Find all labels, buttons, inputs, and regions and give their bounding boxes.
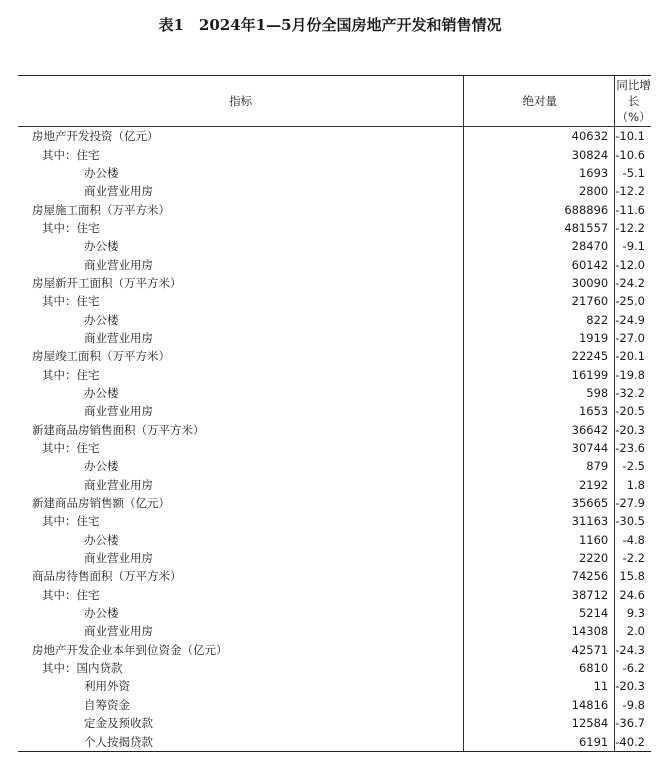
table-row	[18, 274, 651, 292]
table-body	[18, 127, 651, 752]
row-label: 办公楼	[84, 385, 119, 400]
row-absolute-value: 11	[464, 677, 615, 695]
row-label: 商业营业用房	[84, 624, 153, 639]
table-row	[18, 567, 651, 585]
table-row	[18, 732, 651, 751]
row-absolute-value: 1693	[464, 164, 615, 182]
row-label: 其中：住宅	[42, 441, 100, 456]
table-row	[18, 659, 651, 677]
row-yoy-growth: -27.9	[615, 496, 645, 511]
row-yoy-growth: -12.2	[615, 184, 645, 199]
table-row	[18, 714, 651, 732]
row-absolute-value: 1653	[464, 402, 615, 420]
table-row	[18, 347, 651, 365]
row-yoy-growth: -40.2	[615, 732, 651, 751]
row-absolute-value: 14816	[464, 696, 615, 714]
row-yoy-growth: -23.6	[615, 441, 645, 456]
row-label: 房屋竣工面积（万平方米）	[32, 349, 170, 364]
row-absolute-value: 14308	[464, 622, 615, 640]
row-yoy-growth: -6.2	[622, 661, 645, 676]
header-yoy-growth: 同比增长（%）	[615, 76, 651, 127]
row-yoy-growth: 24.6	[619, 587, 645, 602]
row-label: 办公楼	[84, 239, 119, 254]
row-label: 房屋新开工面积（万平方米）	[32, 275, 182, 290]
row-label: 办公楼	[84, 165, 119, 180]
table-row	[18, 384, 651, 402]
row-label: 利用外资	[84, 679, 130, 694]
row-absolute-value: 22245	[464, 347, 615, 365]
row-yoy-growth: -10.6	[615, 147, 645, 162]
row-yoy-growth: -25.0	[615, 294, 645, 309]
table-row	[18, 604, 651, 622]
row-label: 办公楼	[84, 606, 119, 621]
table-row	[18, 476, 651, 494]
page-title: 表1 2024年1—5月份全国房地产开发和销售情况	[158, 16, 502, 34]
row-absolute-value: 60142	[464, 255, 615, 273]
row-absolute-value: 35665	[464, 494, 615, 512]
row-yoy-growth: -20.1	[615, 349, 645, 364]
row-yoy-growth: -30.5	[615, 514, 645, 529]
table-row	[18, 164, 651, 182]
row-absolute-value: 36642	[464, 421, 615, 439]
row-yoy-growth: -20.3	[615, 679, 645, 694]
row-absolute-value: 2192	[464, 476, 615, 494]
table-row	[18, 677, 651, 695]
row-absolute-value: 31163	[464, 512, 615, 530]
row-absolute-value: 2800	[464, 182, 615, 200]
table-row	[18, 696, 651, 714]
row-label: 办公楼	[84, 459, 119, 474]
table-row	[18, 586, 651, 604]
row-yoy-growth: -32.2	[615, 385, 645, 400]
table-row	[18, 145, 651, 163]
table-row	[18, 292, 651, 310]
row-yoy-growth: -24.9	[615, 312, 645, 327]
row-label: 商业营业用房	[84, 404, 153, 419]
row-yoy-growth: -5.1	[622, 165, 645, 180]
row-label: 办公楼	[84, 532, 119, 547]
row-label: 其中：国内贷款	[42, 661, 123, 676]
table-row	[18, 255, 651, 273]
data-table	[18, 75, 651, 752]
row-absolute-value: 6191	[464, 732, 615, 751]
row-absolute-value: 822	[464, 310, 615, 328]
row-label: 其中：住宅	[42, 514, 100, 529]
row-label: 商业营业用房	[84, 257, 153, 272]
row-absolute-value: 40632	[464, 127, 615, 146]
row-label: 房屋施工面积（万平方米）	[32, 202, 170, 217]
row-absolute-value: 688896	[464, 200, 615, 218]
header-absolute-value: 绝对量	[464, 76, 615, 127]
row-label: 商业营业用房	[84, 184, 153, 199]
row-yoy-growth: 1.8	[626, 477, 645, 492]
row-yoy-growth: -11.6	[615, 202, 645, 217]
row-yoy-growth: -20.3	[615, 422, 645, 437]
row-absolute-value: 12584	[464, 714, 615, 732]
row-label: 商业营业用房	[84, 330, 153, 345]
row-label: 其中：住宅	[42, 147, 100, 162]
row-yoy-growth: -9.8	[622, 697, 645, 712]
row-label: 商品房待售面积（万平方米）	[32, 569, 182, 584]
header-indicator: 指标	[18, 76, 464, 127]
row-absolute-value: 21760	[464, 292, 615, 310]
row-label: 房地产开发企业本年到位资金（亿元）	[32, 642, 228, 657]
row-yoy-growth: -10.1	[615, 129, 645, 144]
row-yoy-growth: -36.7	[615, 716, 645, 731]
row-absolute-value: 6810	[464, 659, 615, 677]
row-label: 新建商品房销售面积（万平方米）	[32, 422, 205, 437]
row-label: 定金及预收款	[84, 716, 153, 731]
row-yoy-growth: -12.0	[615, 257, 645, 272]
row-absolute-value: 74256	[464, 567, 615, 585]
row-label: 商业营业用房	[84, 551, 153, 566]
row-label: 个人按揭贷款	[18, 732, 464, 751]
table-row	[18, 457, 651, 475]
row-absolute-value: 1919	[464, 329, 615, 347]
row-label: 商业营业用房	[84, 477, 153, 492]
row-label: 办公楼	[84, 312, 119, 327]
row-yoy-growth: -9.1	[622, 239, 645, 254]
row-yoy-growth: 15.8	[619, 569, 645, 584]
row-absolute-value: 28470	[464, 237, 615, 255]
table-header-row	[18, 76, 651, 127]
table-row	[18, 329, 651, 347]
row-yoy-growth: 2.0	[626, 624, 645, 639]
row-absolute-value: 481557	[464, 219, 615, 237]
row-absolute-value: 879	[464, 457, 615, 475]
table-row	[18, 237, 651, 255]
row-label: 其中：住宅	[42, 587, 100, 602]
row-yoy-growth: -4.8	[622, 532, 645, 547]
table-row	[18, 200, 651, 218]
row-yoy-growth: -2.2	[622, 551, 645, 566]
row-yoy-growth: -24.2	[615, 275, 645, 290]
table-row	[18, 622, 651, 640]
row-absolute-value: 1160	[464, 531, 615, 549]
table-row	[18, 439, 651, 457]
table-row	[18, 641, 651, 659]
row-label: 其中：住宅	[42, 294, 100, 309]
row-yoy-growth: -2.5	[622, 459, 645, 474]
row-label: 其中：住宅	[42, 367, 100, 382]
row-yoy-growth: 9.3	[626, 606, 645, 621]
table-row	[18, 531, 651, 549]
row-label: 其中：住宅	[42, 220, 100, 235]
table-row	[18, 512, 651, 530]
table-row	[18, 182, 651, 200]
row-absolute-value: 38712	[464, 586, 615, 604]
table-row	[18, 421, 651, 439]
row-absolute-value: 2220	[464, 549, 615, 567]
row-label: 新建商品房销售额（亿元）	[32, 496, 170, 511]
row-yoy-growth: -20.5	[615, 404, 645, 419]
table-row	[18, 549, 651, 567]
row-yoy-growth: -12.2	[615, 220, 645, 235]
row-yoy-growth: -24.3	[615, 642, 645, 657]
row-absolute-value: 30744	[464, 439, 615, 457]
table-row	[18, 310, 651, 328]
row-absolute-value: 16199	[464, 365, 615, 383]
row-absolute-value: 30824	[464, 145, 615, 163]
row-label: 自筹资金	[84, 697, 130, 712]
table-row	[18, 127, 651, 146]
row-absolute-value: 5214	[464, 604, 615, 622]
table-row	[18, 494, 651, 512]
row-yoy-growth: -19.8	[615, 367, 645, 382]
table-row	[18, 402, 651, 420]
table-row	[18, 219, 651, 237]
row-absolute-value: 42571	[464, 641, 615, 659]
row-absolute-value: 30090	[464, 274, 615, 292]
row-absolute-value: 598	[464, 384, 615, 402]
table-row	[18, 365, 651, 383]
row-yoy-growth: -27.0	[615, 330, 645, 345]
row-label: 房地产开发投资（亿元）	[32, 129, 159, 144]
